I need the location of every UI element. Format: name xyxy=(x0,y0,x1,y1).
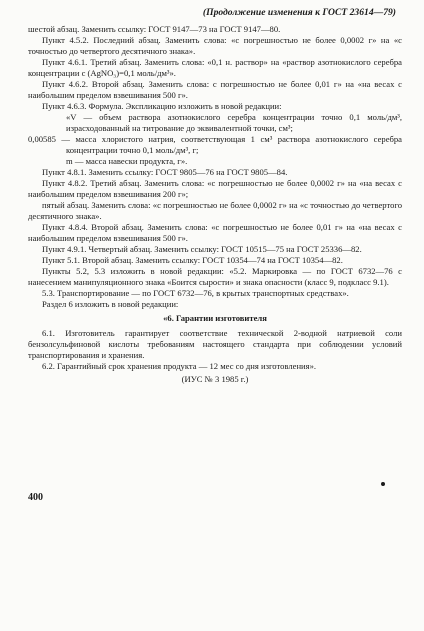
paragraph: Пункт 4.9.1. Четвертый абзац. Заменить ссылку: ГОСТ 10515—75 на ГОСТ 25336—82. xyxy=(42,244,362,254)
paragraph: 5.3. Транспортирование — по ГОСТ 6732—76, в крытых транспортных средствах». xyxy=(42,288,349,298)
paragraph: Пункт 4.6.1. Третий абзац. Заменить слова: «0,1 н. раствор» на «раствор азотнокислого серебра концентрации с (AgNO₃)=0,1 моль/дм³». xyxy=(28,57,402,78)
guarantee-paragraphs xyxy=(28,328,402,372)
paragraph: m — масса навески продукта, г». xyxy=(66,156,188,166)
paragraph: Раздел 6 изложить в новой редакции: xyxy=(42,299,179,309)
paragraph: пятый абзац. Заменить слова: «с погрешностью не более 0,0002 г» на «с точностью до четвертого десятичного знака». xyxy=(28,200,402,221)
paragraph: Пункт 4.6.3. Формула. Экспликацию изложить в новой редакции: xyxy=(42,101,282,111)
paragraph: 0,00585 — масса хлористого натрия, соответствующая 1 см³ раствора азотнокислого серебра концентрации точно 0,1 моль/дм³, г; xyxy=(28,134,402,155)
ius-reference: (ИУС № 3 1985 г.) xyxy=(181,374,249,384)
section-title: «6. Гарантии изготовителя xyxy=(163,313,267,323)
paragraph: Пункт 4.5.2. Последний абзац. Заменить слова: «с погрешностью не более 0,0002 г» на «с точностью до четвертого десятичного знака». xyxy=(28,35,402,56)
guarantee-paragraph: 6.1. Изготовитель гарантирует соответствие технической 2-водной натриевой соли бензолсульфиновой кислоты требованиям настоящего стандарта при соблюдении условий транспортирования и хранения. xyxy=(28,328,402,360)
page-number: 400 xyxy=(28,492,43,503)
dot-mark xyxy=(381,482,385,486)
paragraph: Пункт 4.8.2. Третий абзац. Заменить слова: «с погрешностью не более 0,0002 г» на «на весах с наибольшим пределом взвешивания 200 г»; xyxy=(28,178,402,199)
amendment-paragraphs xyxy=(28,24,402,310)
paragraph: Пункт 4.8.1. Заменить ссылку: ГОСТ 9805—76 на ГОСТ 9805—84. xyxy=(42,167,288,177)
paragraph: «V — объем раствора азотнокислого серебра концентрации точно 0,1 моль/дм³, израсходованный на титрование до эквивалентной точки, см³; xyxy=(66,112,402,133)
document-body xyxy=(28,24,402,385)
guarantee-paragraph: 6.2. Гарантийный срок хранения продукта — 12 мес со дня изготовления». xyxy=(42,361,317,371)
paragraph: Пункты 5.2, 5.3 изложить в новой редакции: «5.2. Маркировка — по ГОСТ 6732—76 с нанесением манипуляционного знака «Боится сырости» и знака опасности (класс 9, подкласс 9.1). xyxy=(28,266,402,287)
running-header: (Продолжение изменения к ГОСТ 23614—79) xyxy=(202,7,396,18)
paragraph: Пункт 4.8.4. Второй абзац. Заменить слова: «с погрешностью не более 0,01 г» на «на весах с наибольшим пределом взвешивания 500 г». xyxy=(28,222,402,243)
paragraph: Пункт 4.6.2. Второй абзац. Заменить слова: с погрешностью не более 0,01 г» на «на весах с наибольшим пределом взвешивания 500 г». xyxy=(28,79,402,100)
paragraph: шестой абзац. Заменить ссылку: ГОСТ 9147—73 на ГОСТ 9147—80. xyxy=(28,24,281,34)
paragraph: Пункт 5.1. Второй абзац. Заменить ссылку: ГОСТ 10354—74 на ГОСТ 10354—82. xyxy=(42,255,343,265)
